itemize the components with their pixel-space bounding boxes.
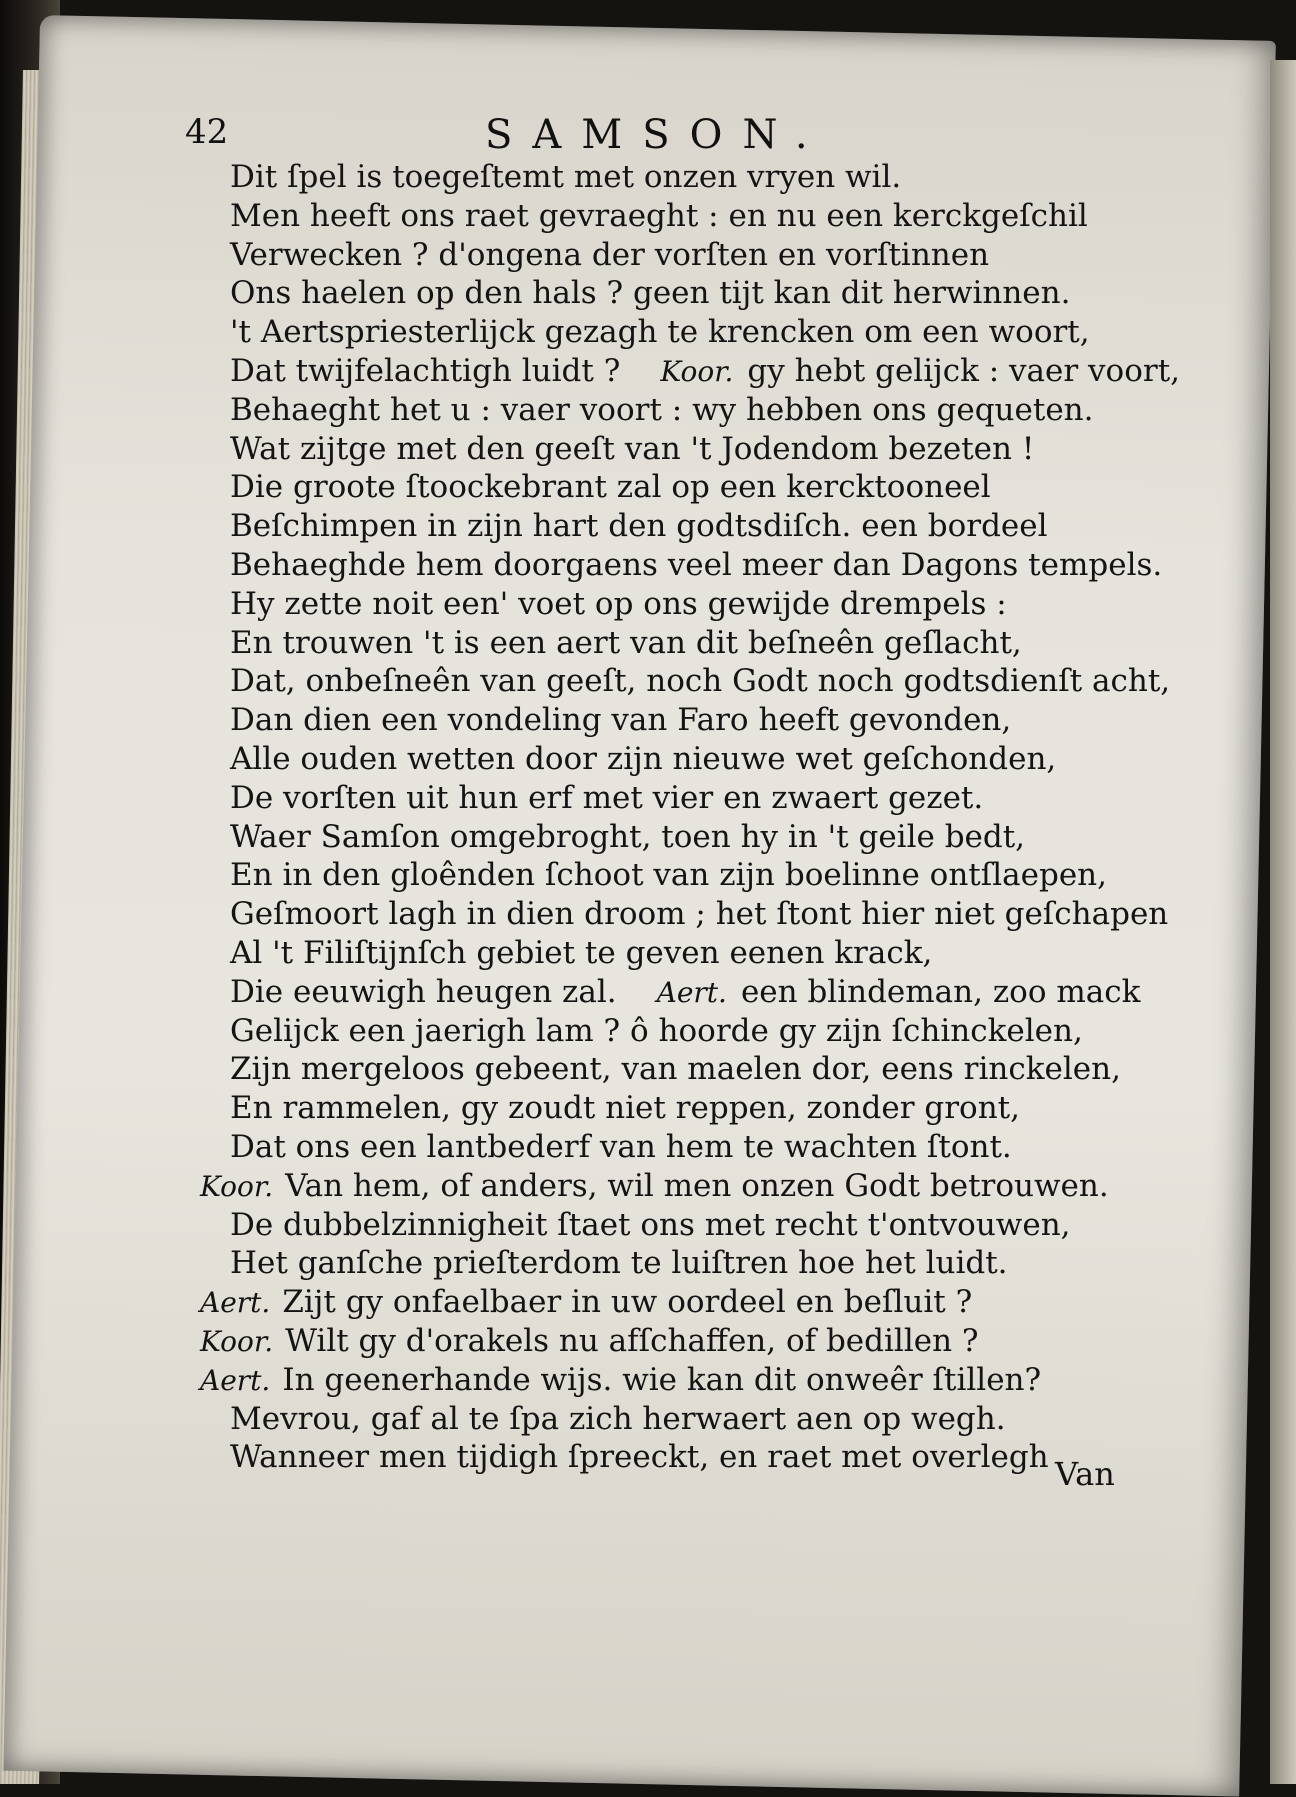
verse-line: [200, 274, 1200, 313]
speaker-label: Koor.: [200, 1169, 274, 1203]
speaker-label: Aert.: [656, 975, 727, 1009]
verse-line: [200, 546, 1200, 585]
verse-line-text: Wat zijtge met den geeſt van 't Jodendom bezeten !: [230, 430, 1035, 467]
verse-line: [200, 1089, 1200, 1128]
running-title: SAMSON.: [485, 112, 828, 158]
verse-line-text: Al 't Filiſtijnſch gebiet te geven eenen krack,: [230, 934, 933, 971]
verse-line: [200, 468, 1200, 507]
page-number: 42: [185, 112, 229, 152]
verse-line: [200, 1322, 1200, 1361]
verse-line-text: Zijt gy onfaelbaer in uw oordeel en beſluit ?: [282, 1284, 973, 1321]
verse-line: [200, 1128, 1200, 1167]
verse-line: [200, 1400, 1200, 1439]
verse-line-text: Geſmoort lagh in dien droom ; het ſtont hier niet geſchapen: [230, 896, 1169, 933]
verse-line: [200, 662, 1200, 701]
verse-line-text: 't Aertspriesterlijck gezagh te krencken om een woort,: [230, 314, 1090, 351]
verse-line: [200, 1206, 1200, 1245]
verse-line: [200, 818, 1200, 857]
verse-line-text: Hy zette noit een' voet op ons gewijde drempels :: [230, 585, 1007, 622]
verse-line: [200, 740, 1200, 779]
verse-line-text: Dat ons een lantbederf van hem te wachten ſtont.: [230, 1128, 1012, 1165]
verse-line: [200, 1244, 1200, 1283]
catchword: Van: [1055, 1455, 1115, 1493]
verse-line-text: De dubbelzinnigheit ſtaet ons met recht t'ontvouwen,: [230, 1206, 1071, 1243]
verse-line: [200, 934, 1200, 973]
verse-line: [200, 973, 1200, 1012]
verse-line: [200, 1167, 1200, 1206]
verse-line: [200, 391, 1200, 430]
speaker-label: Aert.: [200, 1363, 271, 1397]
speaker-label: Koor.: [660, 354, 734, 388]
verse-line: [200, 779, 1200, 818]
verse-line: [200, 585, 1200, 624]
verse-line-text: In geenerhande wijs. wie kan dit onweêr ſtillen?: [282, 1361, 1042, 1398]
verse-line: [200, 352, 1200, 391]
verse-line-text: Mevrou, gaf al te ſpa zich herwaert aen op wegh.: [230, 1400, 1006, 1437]
verse-line-text: Men heeft ons raet gevraeght : en nu een kerckgeſchil: [230, 197, 1088, 234]
verse-line-text: Wilt gy d'orakels nu afſchaffen, of bedillen ?: [285, 1322, 979, 1359]
verse-line: [200, 701, 1200, 740]
verse-line-text: En in den gloênden ſchoot van zijn boelinne ontſlaepen,: [230, 857, 1107, 894]
verse-line: [200, 236, 1200, 275]
facing-page-edge: [1270, 60, 1296, 1784]
verse-line-text: De vorſten uit hun erf met vier en zwaert gezet.: [230, 779, 984, 816]
verse-line: [200, 1050, 1200, 1089]
verse-line-text: Verwecken ? d'ongena der vorſten en vorſtinnen: [230, 236, 990, 273]
verse-line-text: Dat, onbeſneên van geeſt, noch Godt noch godtsdienſt acht,: [230, 663, 1171, 700]
verse-line-text: Alle ouden wetten door zijn nieuwe wet geſchonden,: [230, 740, 1057, 777]
verse-line-text: Gelijck een jaerigh lam ? ô hoorde gy zijn ſchinckelen,: [230, 1012, 1083, 1049]
verse-line-text: Het ganſche prieſterdom te luiſtren hoe het luidt.: [230, 1245, 1008, 1282]
verse-text: [200, 158, 1200, 1477]
speaker-label: Aert.: [200, 1286, 271, 1320]
verse-line-text: En trouwen 't is een aert van dit beſneên geſlacht,: [230, 624, 1022, 661]
verse-line: [200, 1438, 1200, 1477]
verse-line-text: Ons haelen op den hals ? geen tijt kan dit herwinnen.: [230, 275, 1071, 312]
verse-line: [200, 313, 1200, 352]
verse-line: [200, 1283, 1200, 1322]
verse-line-text: gy hebt gelijck : vaer voort,: [747, 352, 1181, 389]
verse-line: [200, 1012, 1200, 1051]
verse-line: [200, 430, 1200, 469]
verse-line-text: Dan dien een vondeling van Faro heeft gevonden,: [230, 702, 1012, 739]
verse-line-text: En rammelen, gy zoudt niet reppen, zonder gront,: [230, 1090, 1020, 1127]
verse-line-text: Wanneer men tijdigh ſpreeckt, en raet met overlegh: [230, 1439, 1049, 1476]
verse-line: [200, 197, 1200, 236]
speaker-label: Koor.: [200, 1324, 274, 1358]
verse-line: [200, 158, 1200, 197]
verse-line-text: Die eeuwigh heugen zal.: [230, 973, 617, 1010]
verse-line-text: Beſchimpen in zijn hart den godtsdiſch. een bordeel: [230, 508, 1048, 545]
verse-line-text: een blindeman, zoo mack: [740, 973, 1141, 1010]
verse-line-text: Die groote ſtoockebrant zal op een kercktooneel: [230, 469, 991, 506]
verse-line: [200, 624, 1200, 663]
verse-line-text: Dit ſpel is toegeſtemt met onzen vryen wil.: [230, 159, 902, 195]
verse-line-text: Van hem, of anders, wil men onzen Godt betrouwen.: [285, 1167, 1109, 1204]
verse-line-text: Behaeghde hem doorgaens veel meer dan Dagons tempels.: [230, 546, 1163, 583]
verse-line: [200, 895, 1200, 934]
verse-line-text: Behaeght het u : vaer voort : wy hebben ons gequeten.: [230, 391, 1094, 428]
verse-line: [200, 856, 1200, 895]
verse-line: [200, 1361, 1200, 1400]
verse-line: [200, 507, 1200, 546]
verse-line-text: Zijn mergeloos gebeent, van maelen dor, eens rinckelen,: [230, 1051, 1121, 1088]
verse-line-text: Dat twijfelachtigh luidt ?: [230, 352, 621, 389]
verse-line-text: Waer Samſon omgebroght, toen hy in 't geile bedt,: [230, 818, 1026, 855]
